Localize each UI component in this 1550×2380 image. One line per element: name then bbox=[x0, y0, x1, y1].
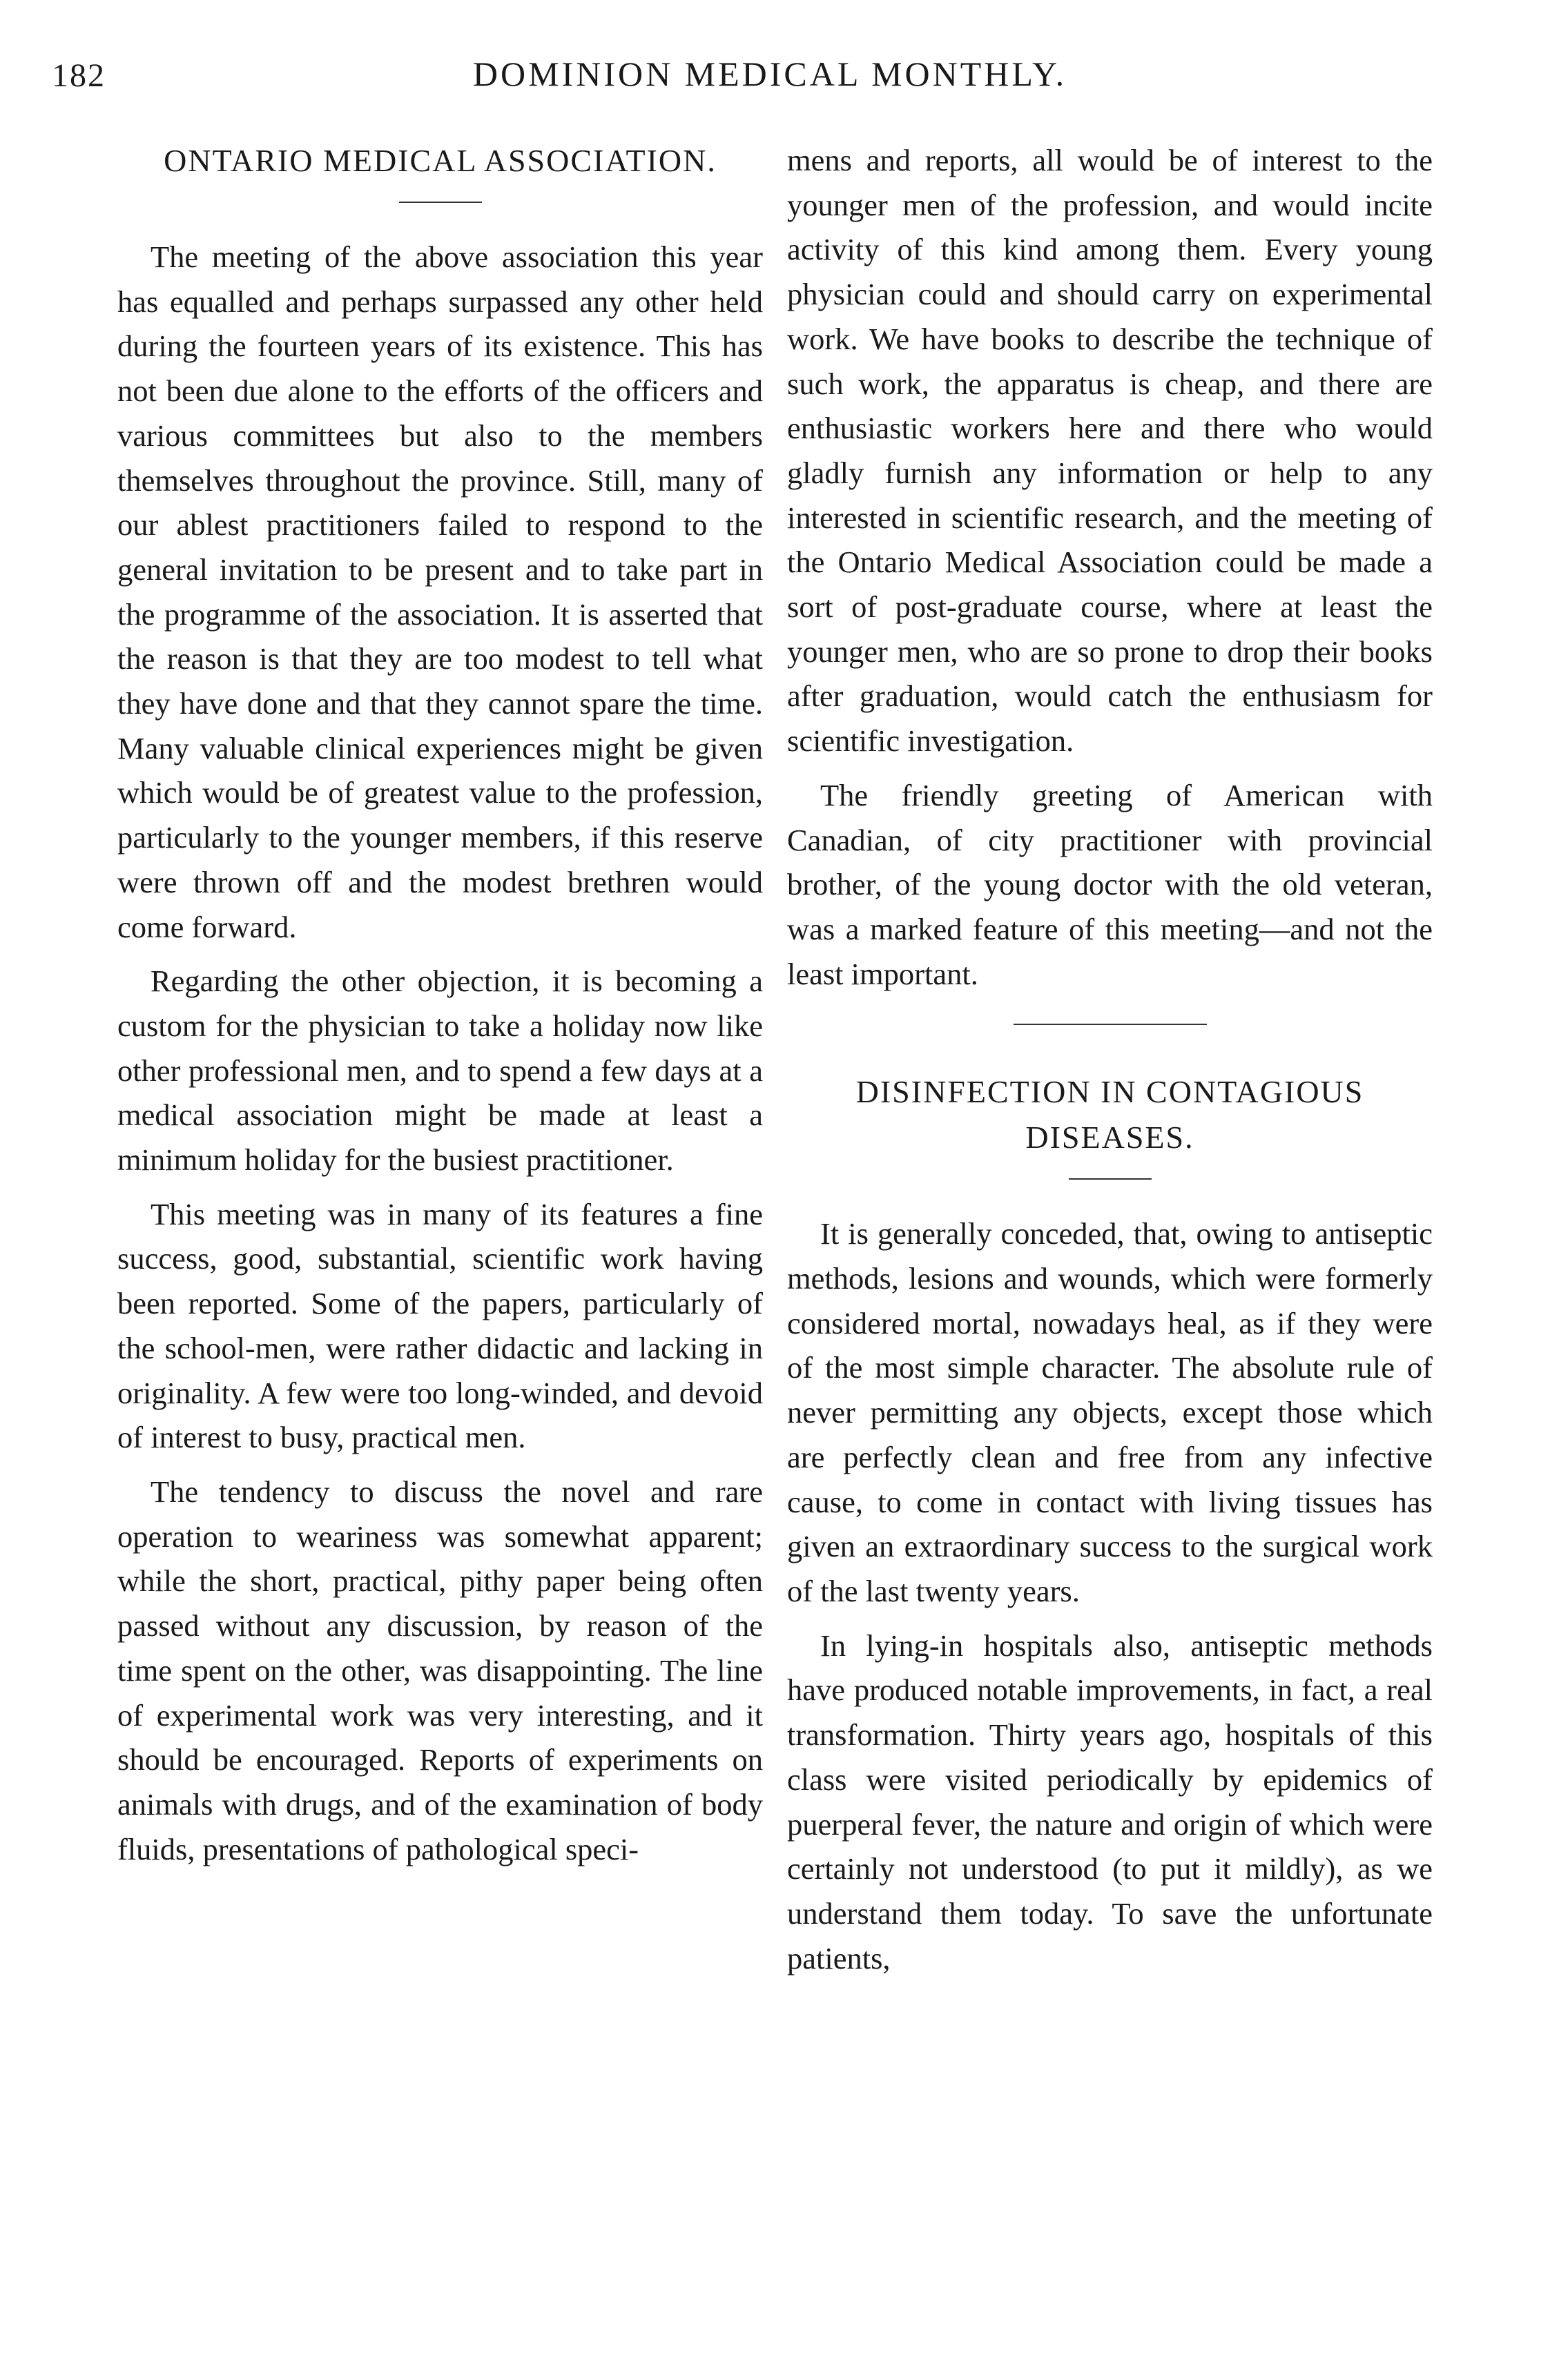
section-divider bbox=[1014, 1024, 1207, 1025]
article-paragraph: Regarding the other objection, it is becoming a custom for the physician to take a holiday now like other professional men, and to spend a few days at a medical association might be made at least a minimum holiday for the busiest practitioner. bbox=[117, 964, 763, 1178]
page-number: 182 bbox=[52, 57, 106, 94]
journal-title: DOMINION MEDICAL MONTHLY. bbox=[472, 55, 1067, 93]
article-heading-ontario-medical-association: ONTARIO MEDICAL ASSOCIATION. bbox=[164, 143, 717, 178]
article-paragraph-continuation: mens and reports, all would be of interest to the younger men of the profession, and would incite activity of this kind among them. Every young physician could and should carry on experimental work. We have books to describe the technique of such work, the apparatus is cheap, and there are enthusiastic workers here and there who would gladly furnish any information or help to any interested in scientific research, and the meeting of the Ontario Medical Association could be made a sort of post-graduate course, where at least the younger men, who are so prone to drop their books after graduation, would catch the enthusiasm for scientific investigation. bbox=[787, 143, 1433, 759]
running-head bbox=[38, 41, 1440, 94]
left-column bbox=[117, 138, 763, 1881]
article-paragraph: In lying-in hospitals also, antiseptic methods have produced notable improvements, in fact, a real transformation. Thirty years ago, hospitals of this class were visited periodically by epidemics of puerperal fever, the nature and origin of which were certainly not understood (to put it mildly), as we understand them today. To save the unfortunate patients, bbox=[787, 1628, 1433, 1976]
article-heading-disinfection: DISINFECTION IN CONTAGIOUS DISEASES. bbox=[855, 1074, 1364, 1155]
article-paragraph: The tendency to discuss the novel and rare operation to weariness was somewhat apparent; while the short, practical, pithy paper being often passed without any discussion, by reason of the time spent on the other, was disappointing. The line of experimental work was very interesting, and it should be encouraged. Reports of experiments on animals with drugs, and of the examination of body fluids, presentations of pathological speci- bbox=[117, 1474, 763, 1866]
heading-rule bbox=[399, 202, 482, 203]
article-paragraph: The meeting of the above association this year has equalled and perhaps surpassed any other held during the fourteen years of its existence. This has not been due alone to the efforts of the officers and various committees but also to the members themselves throughout the province. Still, many of our ablest practitioners failed to respond to the general invitation to be present and to take part in the programme of the association. It is asserted that the reason is that they are too modest to tell what they have done and that they cannot spare the time. Many valuable clinical experiences might be given which would be of greatest value to the profession, particularly to the younger members, if this reserve were thrown off and the modest brethren would come forward. bbox=[117, 240, 763, 944]
right-column bbox=[787, 138, 1433, 1990]
article-paragraph: It is generally conceded, that, owing to antiseptic methods, lesions and wounds, which were formerly considered mortal, nowadays heal, as if they were of the most simple character. The absolute rule of never permitting any objects, except those which are perfectly clean and free from any infective cause, to come in contact with living tissues has given an extraordinary success to the surgical work of the last twenty years. bbox=[787, 1216, 1433, 1608]
article-paragraph: This meeting was in many of its features a fine success, good, substantial, scientific work having been reported. Some of the papers, particularly of the school-men, were rather didactic and lacking in originality. A few were too long-winded, and devoid of interest to busy, practical men. bbox=[117, 1196, 763, 1455]
heading-rule bbox=[1069, 1178, 1152, 1180]
article-paragraph: The friendly greeting of American with Canadian, of city practitioner with provincial brother, of the young doctor with the old veteran, was a marked feature of this meeting—and not the least important. bbox=[787, 777, 1433, 991]
